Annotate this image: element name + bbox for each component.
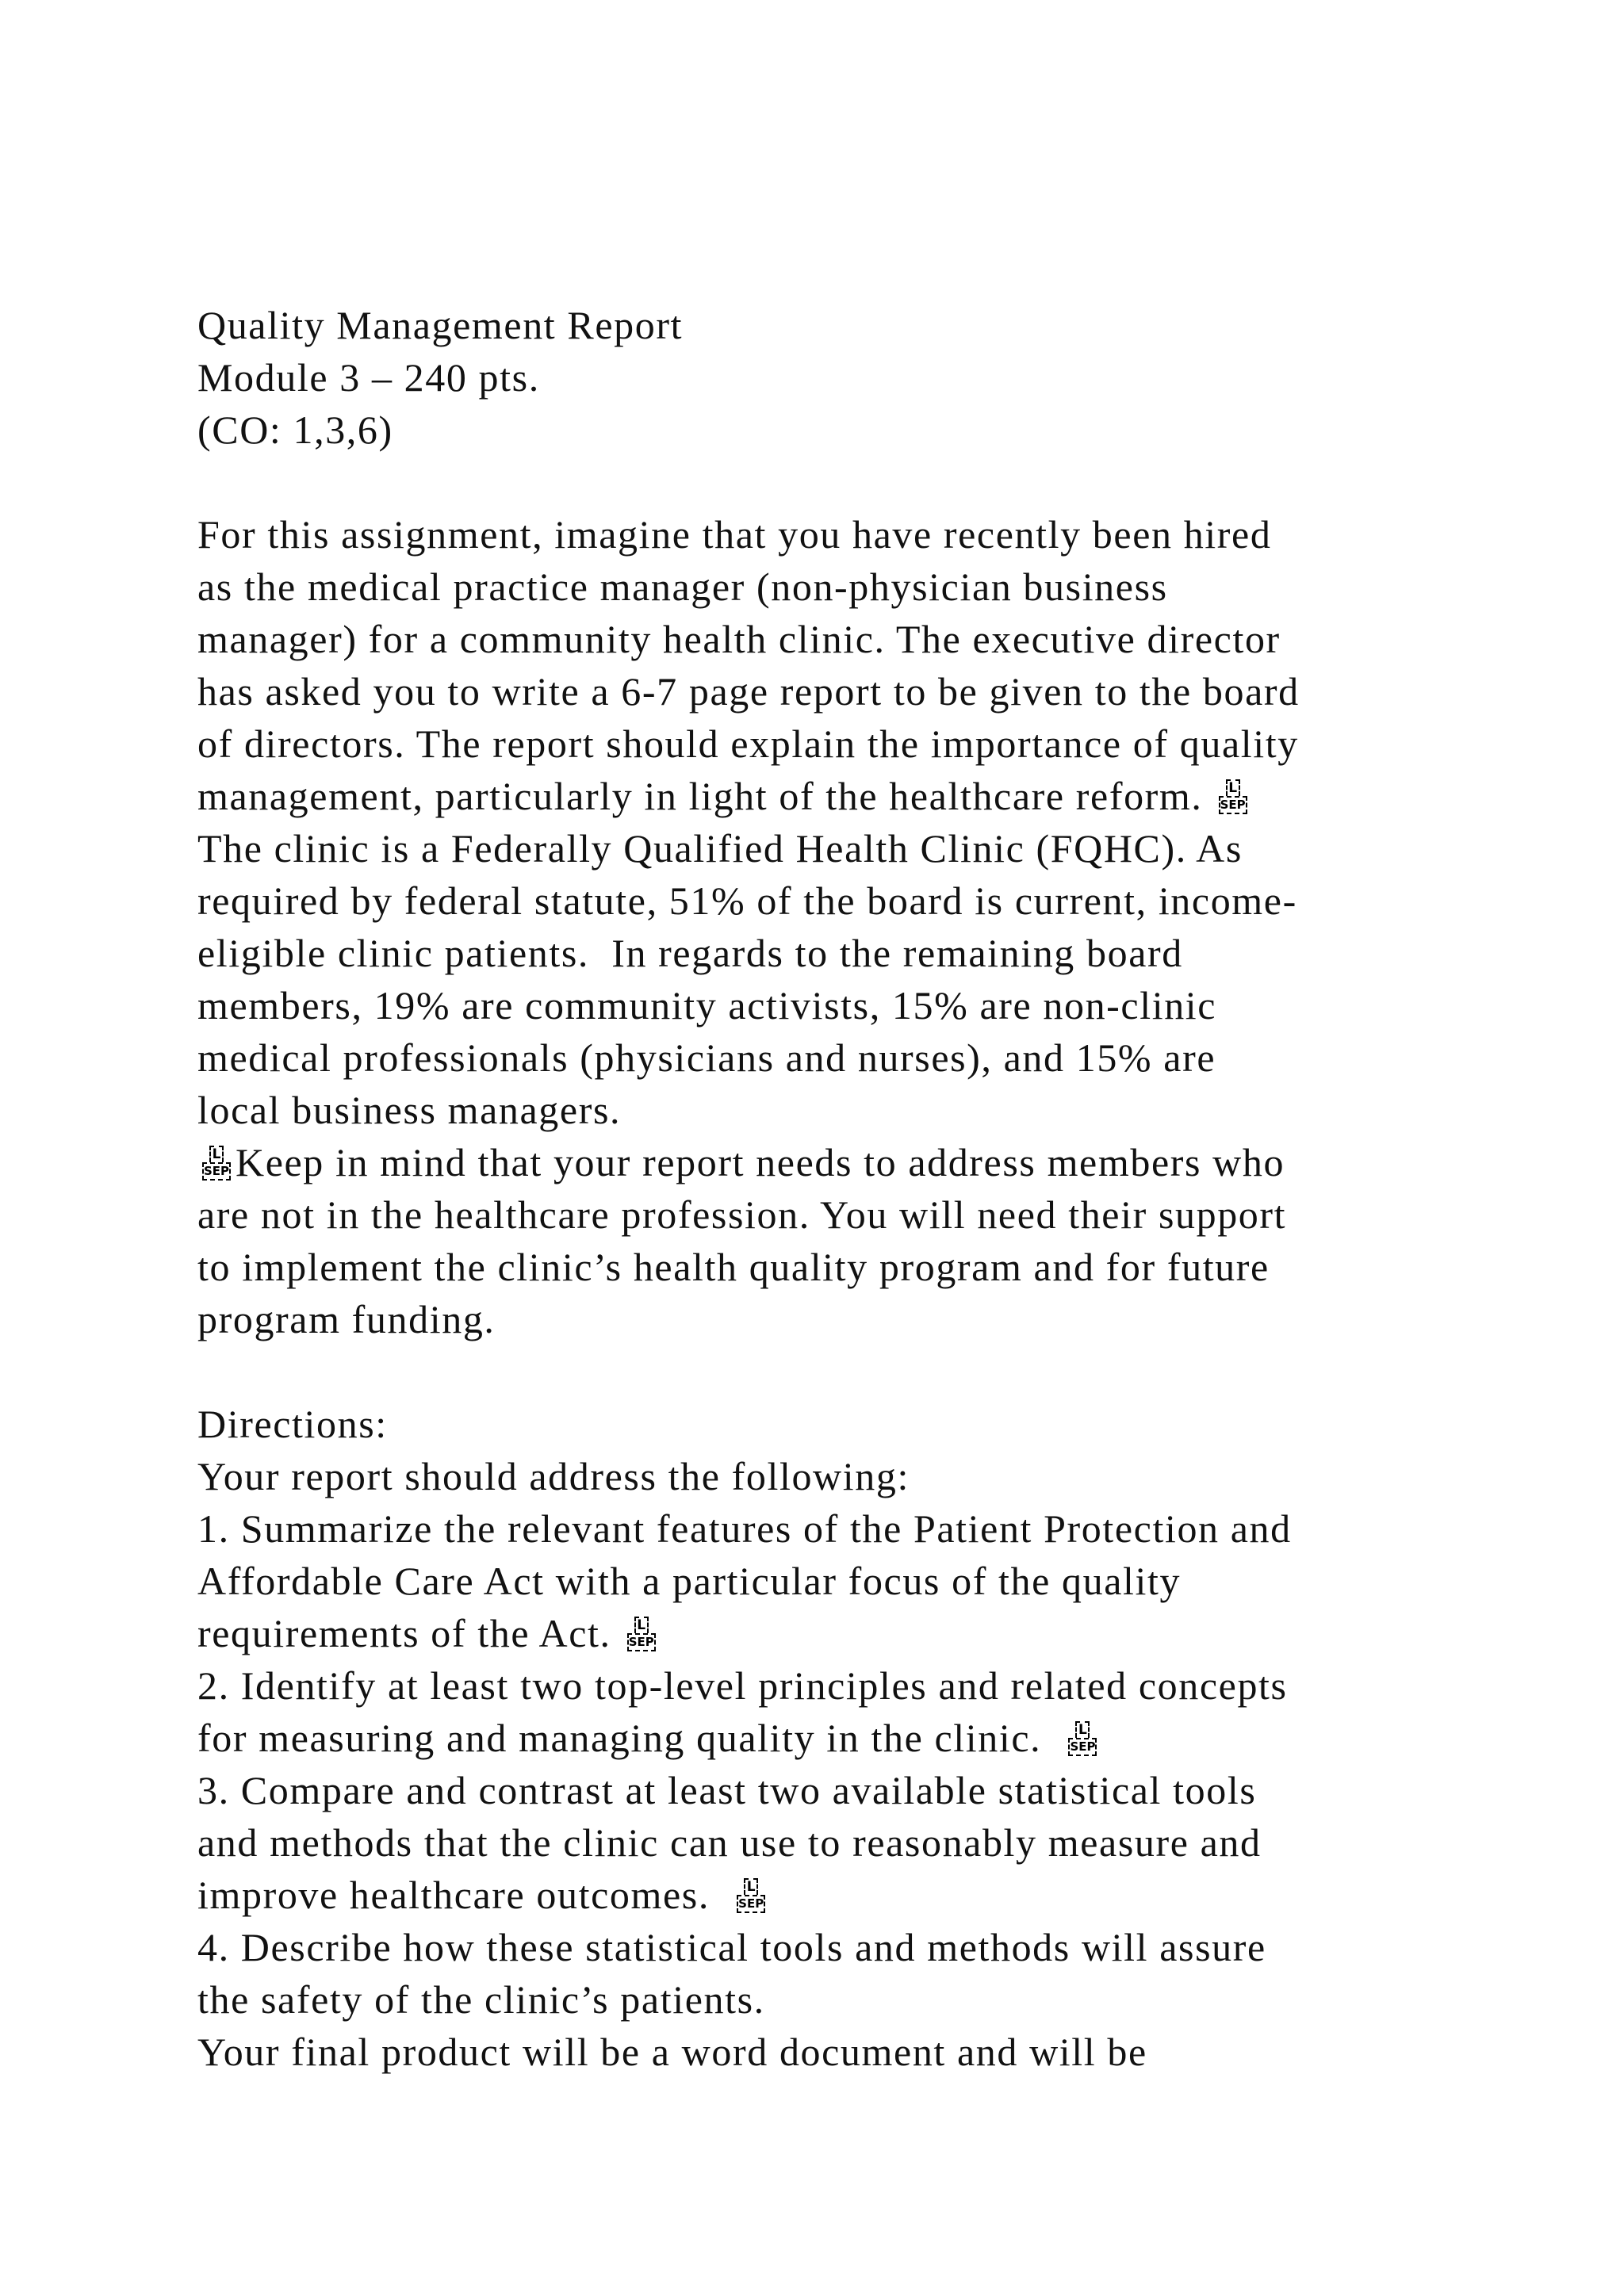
document-line bbox=[197, 2028, 1147, 2076]
document-line bbox=[197, 354, 540, 401]
document-line bbox=[197, 1243, 1270, 1291]
document-line bbox=[197, 1609, 661, 1657]
document-line-text: Affordable Care Act with a particular focus of the quality bbox=[197, 1559, 1182, 1603]
document-line bbox=[197, 877, 1297, 924]
document-line-text: eligible clinic patients. In regards to the remaining board bbox=[197, 931, 1183, 975]
document-line-text: medical professionals (physicians and nurses), and 15% are bbox=[197, 1035, 1216, 1080]
document-line-text: Your report should address the following: bbox=[197, 1454, 910, 1498]
line-separator-glyph: L SEP bbox=[1068, 1721, 1097, 1758]
document-line bbox=[197, 772, 1252, 820]
line-separator-glyph: L SEP bbox=[627, 1617, 656, 1653]
document-line-text: For this assignment, imagine that you have recently been hired bbox=[197, 512, 1272, 557]
document-line-text: Module 3 – 240 pts. bbox=[197, 355, 540, 400]
document-line-text: Your final product will be a word document and will be bbox=[197, 2030, 1147, 2074]
document-line-text: Keep in mind that your report needs to address members who bbox=[236, 1140, 1285, 1184]
document-line bbox=[197, 1819, 1262, 1866]
document-line-text: the safety of the clinic’s patients. bbox=[197, 1977, 765, 2022]
document-line-text: 4. Describe how these statistical tools and methods will assure bbox=[197, 1925, 1266, 1969]
document-line-text: (CO: 1,3,6) bbox=[197, 408, 393, 452]
document-line-text: and methods that the clinic can use to reasonably measure and bbox=[197, 1820, 1262, 1865]
document-line bbox=[197, 1505, 1292, 1552]
document-line-text: local business managers. bbox=[197, 1088, 622, 1132]
document-line bbox=[197, 1871, 770, 1919]
document-line bbox=[197, 982, 1216, 1029]
document-line-text: requirements of the Act. bbox=[197, 1611, 622, 1655]
document-line-text: as the medical practice manager (non-physician business bbox=[197, 564, 1168, 609]
document-line-text: Quality Management Report bbox=[197, 303, 684, 347]
document-line-text: program funding. bbox=[197, 1297, 496, 1341]
document-line bbox=[197, 563, 1168, 610]
document-line bbox=[197, 1452, 910, 1500]
document-line-text: has asked you to write a 6-7 page report to be given to the board bbox=[197, 669, 1300, 714]
document-line-text: 3. Compare and contrast at least two available statistical tools bbox=[197, 1768, 1257, 1812]
line-separator-glyph: L SEP bbox=[202, 1146, 231, 1182]
document-line bbox=[197, 1714, 1101, 1762]
document-line bbox=[197, 720, 1299, 767]
document-line bbox=[197, 1034, 1216, 1081]
document-line bbox=[197, 1766, 1256, 1814]
document-line bbox=[197, 1191, 1286, 1238]
document-line bbox=[197, 929, 1183, 977]
document-line bbox=[197, 511, 1271, 558]
document-line-text: management, particularly in light of the healthcare reform. bbox=[197, 774, 1214, 818]
document-line-text: to implement the clinic’s health quality program and for future bbox=[197, 1245, 1270, 1289]
document-line-text: 2. Identify at least two top-level principles and related concepts bbox=[197, 1663, 1288, 1708]
document-line bbox=[197, 825, 1243, 872]
document-line bbox=[197, 1662, 1288, 1709]
document-line-text: The clinic is a Federally Qualified Health Clinic (FQHC). As bbox=[197, 826, 1243, 871]
document-line-text: improve healthcare outcomes. bbox=[197, 1873, 733, 1917]
document-line bbox=[197, 1976, 765, 2023]
document-line bbox=[197, 668, 1300, 715]
document-line-text: are not in the healthcare profession. You will need their support bbox=[197, 1192, 1287, 1237]
document-line-text: for measuring and managing quality in the clinic. bbox=[197, 1716, 1064, 1760]
document-line bbox=[197, 1400, 388, 1448]
document-line bbox=[197, 1923, 1266, 1971]
document-line-text: members, 19% are community activists, 15% are non-clinic bbox=[197, 983, 1217, 1027]
document-line bbox=[197, 1295, 496, 1343]
document-line bbox=[197, 1086, 621, 1134]
document-line-text: required by federal statute, 51% of the board is current, income- bbox=[197, 878, 1297, 923]
document-line-text: of directors. The report should explain the importance of quality bbox=[197, 721, 1299, 766]
document-line-text: Directions: bbox=[197, 1402, 388, 1446]
line-separator-glyph: L SEP bbox=[737, 1878, 765, 1915]
document-line-text: manager) for a community health clinic. The executive director bbox=[197, 617, 1281, 661]
document-line-text: 1. Summarize the relevant features of the Patient Protection and bbox=[197, 1506, 1292, 1551]
line-separator-glyph: L SEP bbox=[1219, 779, 1247, 816]
document-line bbox=[197, 615, 1281, 663]
document-line bbox=[197, 406, 393, 453]
document-line bbox=[197, 1557, 1181, 1605]
document-line bbox=[197, 1138, 1285, 1186]
document-line bbox=[197, 301, 683, 349]
